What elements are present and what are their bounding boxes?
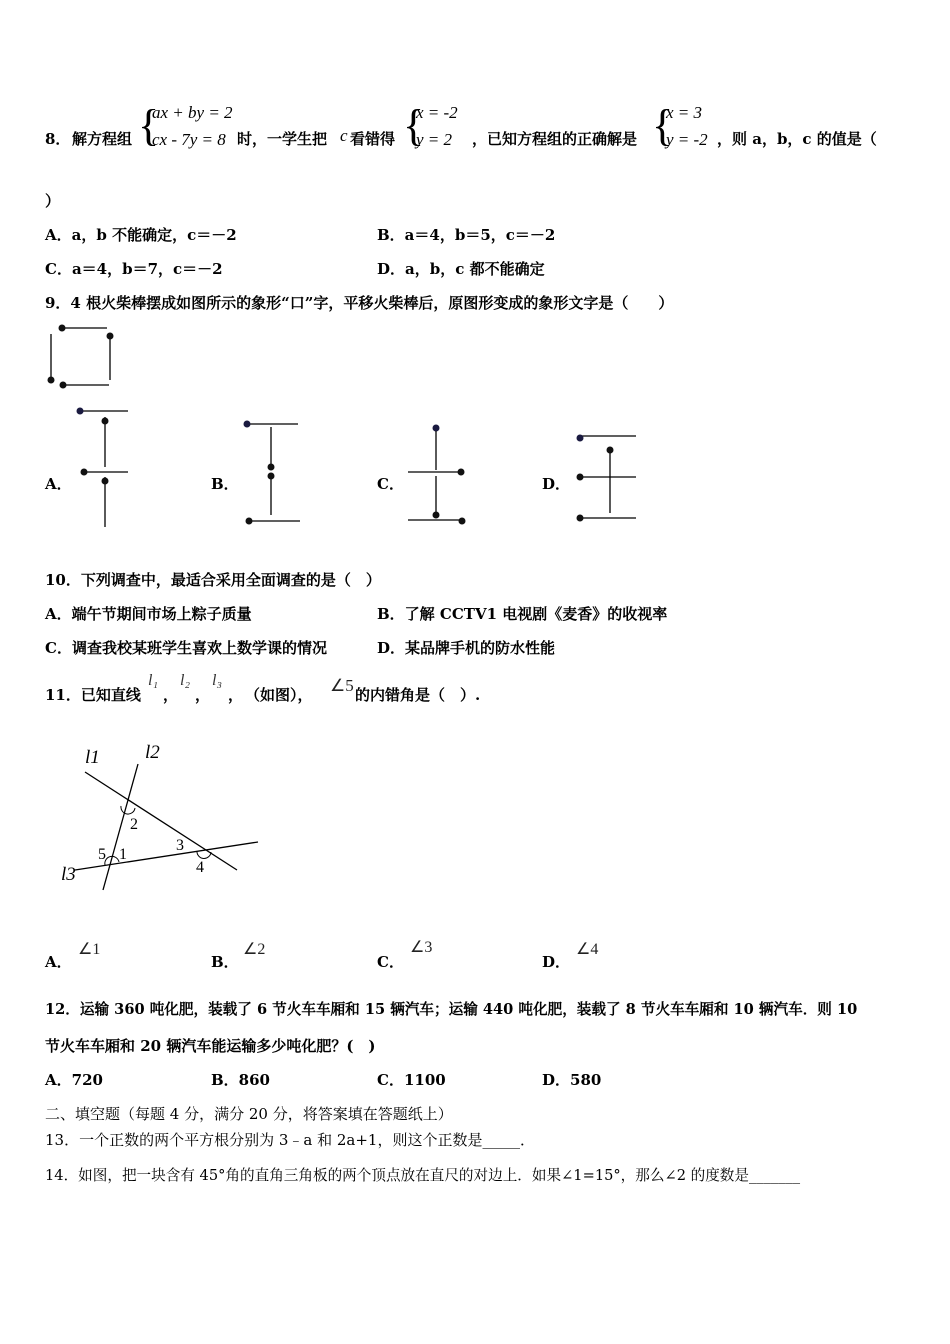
q13-text: 13．一个正数的两个平方根分别为 3﹣a 和 2a+1，则这个正数是_____． [45,1131,535,1149]
q8-system-3-eq2: y = -2 [666,130,708,149]
q8-system-2 [416,99,458,153]
q12-option-b[interactable]: B．860 [211,1071,270,1089]
q11-option-b-label[interactable]: B． [211,953,239,971]
q11-option-c-value[interactable]: ∠3 [410,939,433,956]
q9-figure-b[interactable] [240,415,305,530]
q8-tail: ，则 a，b，c 的值是（ [717,130,877,148]
q9-label-c[interactable]: C． [377,475,404,493]
q8-close: ） [45,192,61,210]
q11-option-d-label[interactable]: D． [542,953,571,971]
q8-system-2-eq2: y = 2 [416,130,453,149]
q14-text: 14．如图，把一块含有 45°角的直角三角板的两个顶点放在直尺的对边上．如果∠1=15°，那么∠2 的度数是_______ [45,1167,801,1184]
q9-original-figure [45,322,120,392]
q11-comma-3: ， [228,686,244,704]
q8-mid2: 看错得 [350,130,396,148]
q11-fig-angle-4: 4 [196,859,204,876]
q9-figure-c[interactable] [402,418,474,530]
q12-line2: 节火车车厢和 20 辆汽车能运输多少吨化肥？( ) [45,1037,376,1055]
q11-option-d-value[interactable]: ∠4 [576,941,599,958]
q8-option-a[interactable]: A．a，b 不能确定，c＝－2 [45,226,237,244]
q8-mid1: 时，一学生把 [237,130,328,148]
q8-number: 8． [45,130,71,148]
q11-fig-angle-5: 5 [98,846,106,863]
q11-angle5: ∠5 [330,676,354,695]
q10-option-d[interactable]: D．某品牌手机的防水性能 [377,639,556,657]
q10-option-a[interactable]: A．端午节期间市场上粽子质量 [45,605,252,623]
q11-figure [55,740,270,890]
q8-mid3: ，已知方程组的正确解是 [472,130,638,148]
q9-figure-d[interactable] [570,425,642,530]
q8-brace-1: { [138,101,160,150]
q8-system-1 [152,99,233,153]
q8-c-var: c [340,126,348,145]
q11-fig-angle-2: 2 [130,816,138,833]
q12-line1: 12．运输 360 吨化肥，装载了 6 节火车车厢和 15 辆汽车；运输 440 吨化肥，装载了 8 节火车车厢和 10 辆汽车．则 10 [45,1001,858,1018]
q11-fig-angle-3: 3 [176,837,184,854]
q12-option-a[interactable]: A．720 [45,1071,103,1089]
q11-l2: l₂ [180,672,191,689]
q11-l3: l₃ [212,672,223,689]
q8-system-1-eq1: ax + by = 2 [152,103,233,122]
q8-system-3 [666,99,708,153]
q10-text: 10．下列调查中，最适合采用全面调查的是（ ） [45,571,381,589]
q11-comma-2: ， [195,686,211,704]
q11-lead: 11．已知直线 [45,686,141,704]
q11-l1: l₁ [148,672,159,689]
q11-fig-label-l1: l1 [85,747,100,768]
q8-brace-2: { [403,101,425,150]
q10-option-b[interactable]: B．了解 CCTV1 电视剧《麦香》的收视率 [377,605,668,623]
q8-brace-3: { [652,101,674,150]
q9-text: 9．4 根火柴棒摆成如图所示的象形“口”字，平移火柴棒后，原图形变成的象形文字是（ ） [45,294,674,312]
q8-system-1-eq2: cx - 7y = 8 [152,130,226,149]
q11-option-c-label[interactable]: C． [377,953,404,971]
q8-option-b[interactable]: B．a＝4，b＝5，c＝－2 [377,226,556,244]
q8-option-c[interactable]: C．a＝4，b＝7，c＝－2 [45,260,223,278]
q9-label-d[interactable]: D． [542,475,571,493]
q11-tail: 的内错角是（ ）. [355,686,481,704]
q11-fig-angle-1: 1 [119,846,127,863]
q8-system-2-eq1: x = -2 [416,103,458,122]
q11-option-a-label[interactable]: A． [45,953,72,971]
q8-system-3-eq1: x = 3 [666,103,703,122]
q12-option-c[interactable]: C．1100 [377,1071,446,1089]
q11-option-a-value[interactable]: ∠1 [78,941,101,958]
q11-mid: （如图）， [245,686,313,704]
q12-option-d[interactable]: D．580 [542,1071,602,1089]
q11-fig-label-l3: l3 [61,864,76,885]
q9-label-a[interactable]: A． [45,475,72,493]
q11-option-b-value[interactable]: ∠2 [243,941,266,958]
q8-lead: 解方程组 [72,130,133,148]
section2-title: 二、填空题（每题 4 分，满分 20 分，将答案填在答题纸上） [45,1105,453,1123]
q10-option-c[interactable]: C．调查我校某班学生喜欢上数学课的情况 [45,639,327,657]
q9-figure-a[interactable] [70,405,132,530]
q9-label-b[interactable]: B． [211,475,239,493]
q11-comma-1: ， [163,686,179,704]
q8-option-d[interactable]: D．a，b，c 都不能确定 [377,260,545,278]
q11-fig-label-l2: l2 [145,742,160,763]
